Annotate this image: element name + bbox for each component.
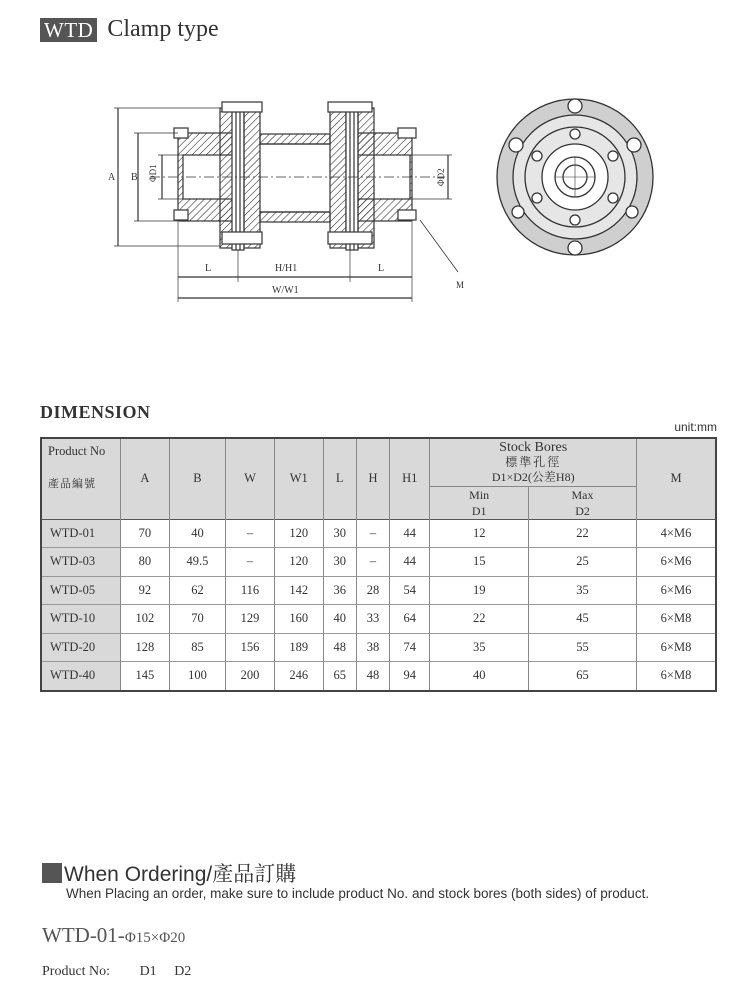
cell-D1: 35 [430,633,529,662]
dimension-title: DIMENSION [40,402,151,422]
cell-H1: 54 [390,576,430,605]
bolt-top-right [328,102,372,112]
cell-B: 49.5 [169,548,225,577]
header-H: H [356,438,389,519]
header-M: M [637,438,716,519]
cell-L: 36 [323,576,356,605]
cell-W: – [226,548,275,577]
page-title: Clamp type [107,16,219,42]
table-row [41,519,716,548]
cell-D2: 35 [529,576,637,605]
ordering-description: When Placing an order, make sure to include product No. and stock bores (both sides) of product. [66,886,650,901]
cell-A: 145 [121,662,170,691]
table-row [41,576,716,605]
cell-H: – [356,519,389,548]
cell-product-id: WTD-01 [41,519,121,548]
cell-W1: 160 [274,605,323,634]
cell-W1: 246 [274,662,323,691]
dimension-table [40,437,717,692]
legend-product: Product No: [42,964,111,979]
label-HH1: H/H1 [275,263,298,274]
cell-B: 100 [169,662,225,691]
cell-B: 40 [169,519,225,548]
header-W: W [226,438,275,519]
cell-A: 80 [121,548,170,577]
order-example [42,923,185,948]
bolt-top-left [222,102,262,112]
section-square-icon [42,863,62,883]
header-L: L [323,438,356,519]
front-view [497,99,653,255]
cell-B: 62 [169,576,225,605]
label-A: A [108,172,116,183]
cell-M: 6×M8 [637,662,716,691]
cell-product-id: WTD-20 [41,633,121,662]
cell-B: 70 [169,605,225,634]
label-D2: ΦD2 [436,168,446,186]
table-row [41,548,716,577]
cell-W1: 120 [274,519,323,548]
table-row [41,662,716,691]
cell-W: 156 [226,633,275,662]
legend-d2: D2 [174,964,192,979]
cell-product-id: WTD-05 [41,576,121,605]
cell-A: 70 [121,519,170,548]
ordering-title: When Ordering/產品訂購 [64,863,297,886]
label-M: M [456,280,465,290]
bolt-bottom-left [222,232,262,244]
bolt-bottom-right [328,232,372,244]
page-header [40,16,219,43]
cell-D2: 65 [529,662,637,691]
cell-W: 116 [226,576,275,605]
label-WW1: W/W1 [272,285,299,296]
cell-L: 30 [323,519,356,548]
cell-L: 48 [323,633,356,662]
cell-H: 33 [356,605,389,634]
series-badge: WTD [40,18,97,42]
cell-A: 92 [121,576,170,605]
cell-H1: 74 [390,633,430,662]
cell-D2: 25 [529,548,637,577]
cell-A: 102 [121,605,170,634]
cell-B: 85 [169,633,225,662]
unit-label: unit:mm [674,420,717,434]
example-bores: Φ15×Φ20 [124,930,186,946]
cell-product-id: WTD-40 [41,662,121,691]
cell-A: 128 [121,633,170,662]
order-legend [42,964,205,980]
cell-M: 6×M8 [637,605,716,634]
table-row [41,633,716,662]
header-W1: W1 [274,438,323,519]
technical-drawing [0,90,739,310]
cell-H1: 64 [390,605,430,634]
cell-product-id: WTD-03 [41,548,121,577]
cell-D2: 45 [529,605,637,634]
label-B: B [131,172,138,183]
right-disc [330,108,346,248]
cell-M: 6×M6 [637,548,716,577]
cell-M: 4×M6 [637,519,716,548]
cell-D2: 22 [529,519,637,548]
cell-H1: 44 [390,519,430,548]
cell-M: 6×M8 [637,633,716,662]
label-L-left: L [205,263,212,274]
cell-H1: 94 [390,662,430,691]
cell-L: 30 [323,548,356,577]
cell-D1: 15 [430,548,529,577]
cell-H: 48 [356,662,389,691]
cell-H1: 44 [390,548,430,577]
label-D1: ΦD1 [148,164,158,182]
cell-W: 200 [226,662,275,691]
cell-L: 65 [323,662,356,691]
label-L-right: L [378,263,385,274]
cell-D2: 55 [529,633,637,662]
header-min-d1: Min D1 [430,486,529,519]
cell-H: 38 [356,633,389,662]
example-model: WTD-01- [42,923,125,947]
cell-D1: 12 [430,519,529,548]
legend-d1: D1 [139,964,157,979]
cell-H: – [356,548,389,577]
cell-W1: 189 [274,633,323,662]
cell-W1: 120 [274,548,323,577]
cell-product-id: WTD-10 [41,605,121,634]
cell-D1: 19 [430,576,529,605]
cell-W: – [226,519,275,548]
header-A: A [121,438,170,519]
spacer [260,134,330,144]
ordering-header [42,858,296,888]
cell-D1: 22 [430,605,529,634]
cell-L: 40 [323,605,356,634]
cell-W1: 142 [274,576,323,605]
cell-H: 28 [356,576,389,605]
cell-W: 129 [226,605,275,634]
header-product-no: Product No 產品編號 [41,438,121,519]
header-max-d2: Max D2 [529,486,637,519]
table-row [41,605,716,634]
header-stock-bores: Stock Bores 標準孔徑 D1×D2(公差H8) [430,438,637,486]
cell-M: 6×M6 [637,576,716,605]
header-H1: H1 [390,438,430,519]
cell-D1: 40 [430,662,529,691]
header-B: B [169,438,225,519]
